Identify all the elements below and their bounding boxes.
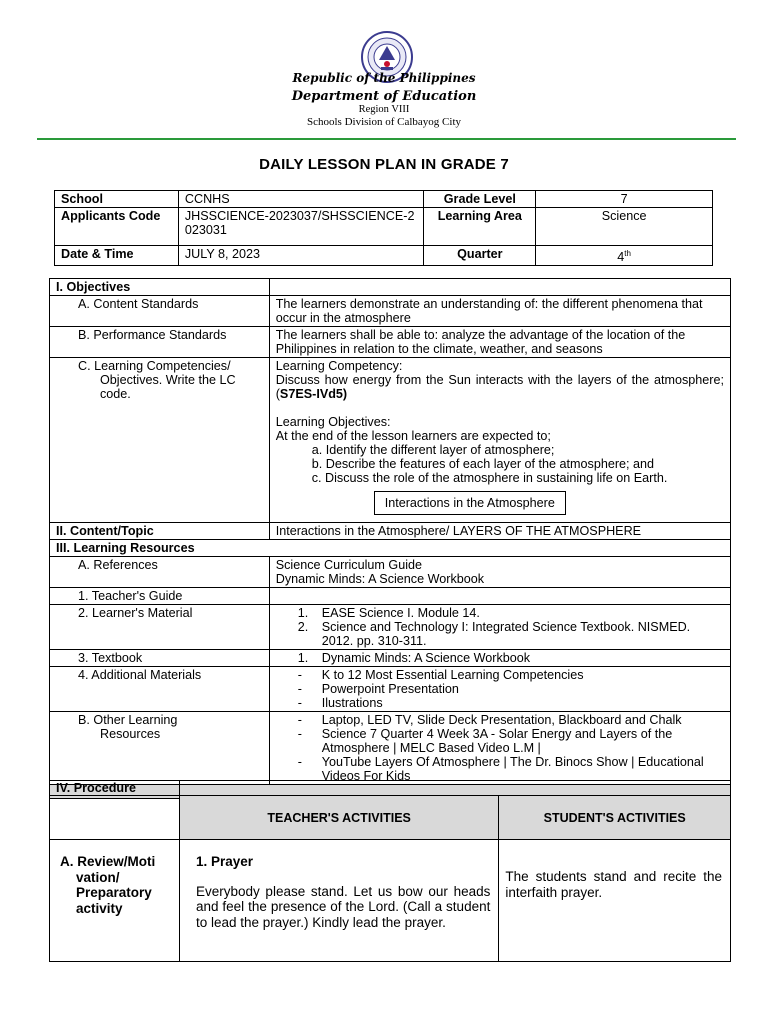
additional-material-item: Powerpoint Presentation xyxy=(321,682,459,696)
lc-code: S7ES-IVd5) xyxy=(279,387,348,401)
learners-material-item: EASE Science I. Module 14. xyxy=(321,606,480,620)
school-label: School xyxy=(55,191,179,208)
header-republic: Republic of the Philippines xyxy=(292,71,476,85)
teachers-guide-label: 1. Teacher's Guide xyxy=(50,588,270,605)
learning-area-value: Science xyxy=(536,208,713,246)
lo-item: a. Identify the different layer of atmosphere; xyxy=(311,443,555,457)
references-label: A. References xyxy=(50,557,270,588)
lo-heading: Learning Objectives: xyxy=(275,415,391,429)
learning-area-label: Learning Area xyxy=(424,208,536,246)
date-time-label: Date & Time xyxy=(55,246,179,266)
applicants-code-label: Applicants Code xyxy=(55,208,179,246)
performance-standards-label: B. Performance Standards xyxy=(50,327,270,358)
info-table xyxy=(54,190,713,266)
procedure-step-label: A. Review/Moti xyxy=(60,854,156,869)
lesson-plan-table: I. Objectives A. Content Standards The learners demonstrate an understanding of: the different phenomena that occur in the atmosphere B. Performance Standards The learners shall be able to: analyze the advantage of the location of the Philippines in relation to the climate, weather, and seasons C. Learning Competencies/ Objectives. Write the LC code. Learning Competency: Discuss how energy from the Sun interacts with the layers of the atmosphere; (S7ES-IVd5) Learning Objectives: At the end of the lesson learners are expected to; a. Identify the different layer of atmosphere; b. Describe the features of each layer of the atmosphere; and c. Discuss the role of the atmosphere in sustaining life on Earth. Interactions in the Atmosphere II. Content/Topic Interactions in the Atmosphere/ LAYERS OF THE ATMOSPHERE III. Learning Resources A. References Science Curriculum Guide Dynamic Minds: A Science Workbook 1. Teacher's Guide 2. Learner's Material 1. EASE Science I. Module 14. 2. Science and Technology I: Integrated Science Textbook. NISMED. 2012. pp. 310-311. 3. Textbook 1. Dynamic Minds: A Science Workbook 4. Additional Materials - K to 12 Most Essential Learning Competencies - Powerpoint Presentation - Ilustrations B. Other Learning Resources - Laptop, LED TV, Slide Deck Presentation, Blackboard and Chalk - Science 7 Quarter 4 Week 3A - Solar Energy and Layers of the Atmosphere | MELC Based Video L.M | - YouTube Layers Of Atmosphere | The Dr. Binocs Show | Educational Videos For Kids xyxy=(49,278,731,799)
competencies-label-cont: Objectives. Write the LC code. xyxy=(100,373,236,401)
prayer-heading: 1. Prayer xyxy=(195,854,253,869)
student-response-text: The students stand and recite the interfaith prayer. xyxy=(499,840,731,962)
student-activities-header: STUDENT'S ACTIVITIES xyxy=(499,796,731,840)
content-standards-text: The learners demonstrate an understanding of: the different phenomena that occur in the atmosphere xyxy=(269,296,730,327)
reference-item: Dynamic Minds: A Science Workbook xyxy=(275,572,485,586)
topic-box: Interactions in the Atmosphere xyxy=(374,491,566,515)
other-resource-item: Science 7 Quarter 4 Week 3A - Solar Energy and Layers of the Atmosphere | MELC Based Video L.M | xyxy=(321,727,673,755)
school-value: CCNHS xyxy=(178,191,424,208)
additional-materials-label: 4. Additional Materials xyxy=(50,667,270,712)
textbook-label: 3. Textbook xyxy=(50,650,270,667)
other-resources-label: B. Other Learning xyxy=(78,713,178,727)
lo-intro: At the end of the lesson learners are expected to; xyxy=(275,429,551,443)
lo-item: b. Describe the features of each layer of the atmosphere; and xyxy=(311,457,655,471)
header-region: Region VIII xyxy=(358,104,410,115)
date-time-value: JULY 8, 2023 xyxy=(178,246,424,266)
quarter-label: Quarter xyxy=(424,246,536,266)
header-department: Department of Education xyxy=(291,89,477,104)
content-topic-heading: II. Content/Topic xyxy=(50,523,270,540)
page-title: DAILY LESSON PLAN IN GRADE 7 xyxy=(259,156,509,173)
competencies-label: C. Learning Competencies/ xyxy=(78,359,231,373)
content-standards-label: A. Content Standards xyxy=(50,296,270,327)
performance-standards-text: The learners shall be able to: analyze the advantage of the location of the Philippines in relation to the climate, weather, and seasons xyxy=(269,327,730,358)
learners-material-label: 2. Learner's Material xyxy=(50,605,270,650)
teacher-activities-header: TEACHER'S ACTIVITIES xyxy=(179,796,498,840)
additional-material-item: K to 12 Most Essential Learning Competencies xyxy=(321,668,584,682)
textbook-item: Dynamic Minds: A Science Workbook xyxy=(321,651,531,665)
header-divider xyxy=(37,138,736,140)
grade-level-label: Grade Level xyxy=(424,191,536,208)
content-topic-text: Interactions in the Atmosphere/ LAYERS OF THE ATMOSPHERE xyxy=(269,523,730,540)
grade-level-value: 7 xyxy=(536,191,713,208)
lc-heading: Learning Competency: xyxy=(275,359,403,373)
additional-material-item: Ilustrations xyxy=(321,696,383,710)
lo-item: c. Discuss the role of the atmosphere in sustaining life on Earth. xyxy=(311,471,668,485)
reference-item: Science Curriculum Guide xyxy=(275,558,423,572)
other-resource-item: YouTube Layers Of Atmosphere | The Dr. Binocs Show | Educational Videos For Kids xyxy=(321,755,704,783)
quarter-value: 4th xyxy=(536,246,713,266)
lc-text: Discuss how energy from the Sun interacts with the layers of the atmosphere; ( xyxy=(275,373,724,401)
procedure-table: IV. Procedure TEACHER'S ACTIVITIES STUDENT'S ACTIVITIES A. Review/Moti vation/ Preparatory activity 1. Prayer Everybody please stand. Let us bow our heads and feel the presence of the Lord. (Call a student to lead the prayer.) Kindly lead the prayer. The students stand and recite the interfaith prayer. xyxy=(49,780,731,962)
header-division: Schools Division of Calbayog City xyxy=(307,116,461,128)
other-resources-label-cont: Resources xyxy=(100,727,161,741)
learning-resources-heading: III. Learning Resources xyxy=(50,540,731,557)
learners-material-item: Science and Technology I: Integrated Science Textbook. NISMED. 2012. pp. 310-311. xyxy=(321,620,691,648)
applicants-code-value: JHSSCIENCE-2023037/SHSSCIENCE-2023031 xyxy=(178,208,424,246)
prayer-text: Everybody please stand. Let us bow our heads and feel the presence of the Lord. (Call a student to lead the prayer.) Kindly lead the prayer. xyxy=(195,883,491,930)
other-resource-item: Laptop, LED TV, Slide Deck Presentation, Blackboard and Chalk xyxy=(321,713,682,727)
procedure-heading: IV. Procedure xyxy=(50,781,180,796)
objectives-heading: I. Objectives xyxy=(50,279,270,296)
